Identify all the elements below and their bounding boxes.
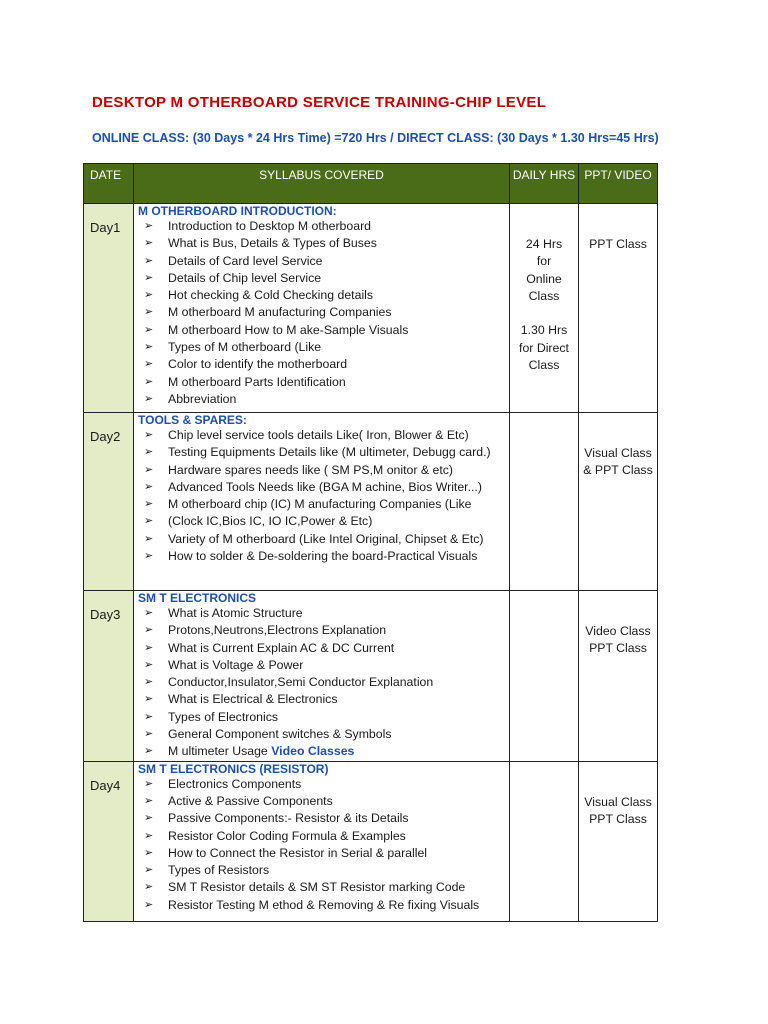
video-classes-highlight: Video Classes [271, 744, 355, 759]
online-class-value: (30 Days * 24 Hrs Time) =720 Hrs / [192, 131, 394, 145]
list-item [138, 513, 509, 530]
list-item [138, 339, 509, 356]
list-item-text: Types of Electronics [168, 709, 279, 724]
arrow-bullet-icon: ➢ [144, 323, 154, 336]
daily-hrs-cell [510, 204, 579, 413]
arrow-bullet-icon: ➢ [144, 624, 154, 637]
arrow-bullet-icon: ➢ [144, 532, 154, 545]
list-item [138, 640, 509, 657]
arrow-bullet-icon: ➢ [144, 254, 154, 267]
section-heading: SM T ELECTRONICS [138, 591, 257, 605]
syllabus-cell [134, 591, 510, 762]
list-item [138, 322, 509, 339]
arrow-bullet-icon: ➢ [144, 777, 154, 790]
list-item [138, 709, 509, 726]
list-item-text: SM T Resistor details & SM ST Resistor marking Code [168, 880, 466, 895]
hrs-line: for Direct [519, 340, 569, 355]
list-item [138, 496, 509, 513]
topic-list [138, 427, 509, 565]
list-item [138, 726, 509, 743]
list-item-text: Resistor Color Coding Formula & Examples [168, 828, 406, 843]
list-item [138, 862, 509, 879]
table-row [84, 591, 658, 762]
hrs-line: Online [526, 271, 562, 286]
list-item-text: M otherboard M anufacturing Companies [168, 305, 392, 320]
list-item-text: Chip level service tools details Like( Iron, Blower & Etc) [168, 428, 469, 442]
list-item [138, 776, 509, 793]
daily-hrs-cell [510, 591, 579, 762]
list-item [138, 391, 509, 408]
list-item-text: M otherboard How to M ake-Sample Visuals [168, 322, 409, 337]
list-item-text: Conductor,Insulator,Semi Conductor Explanation [168, 675, 434, 690]
arrow-bullet-icon: ➢ [144, 898, 154, 911]
arrow-bullet-icon: ➢ [144, 392, 154, 405]
arrow-bullet-icon: ➢ [144, 271, 154, 284]
table-row [84, 204, 658, 413]
arrow-bullet-icon: ➢ [144, 237, 154, 250]
list-item [138, 897, 509, 914]
list-item-text: Resistor Testing M ethod & Removing & Re fixing Visuals [168, 897, 480, 912]
arrow-bullet-icon: ➢ [144, 550, 154, 563]
list-item-text: Passive Components:- Resistor & its Details [168, 811, 409, 826]
list-item-text: What is Current Explain AC & DC Current [168, 640, 395, 655]
table-header-row [84, 164, 658, 204]
arrow-bullet-icon: ➢ [144, 463, 154, 476]
list-item [138, 235, 509, 252]
list-item [138, 793, 509, 810]
list-item [138, 622, 509, 639]
arrow-bullet-icon: ➢ [144, 607, 154, 619]
arrow-bullet-icon: ➢ [144, 745, 154, 758]
header-daily-hrs: DAILY HRS [510, 164, 579, 204]
day-cell: Day3 [84, 591, 134, 762]
ppt-line: PPT Class [589, 641, 647, 656]
syllabus-table [83, 163, 658, 922]
list-item [138, 374, 509, 391]
topic-list [138, 776, 509, 914]
ppt-line: PPT Class [589, 811, 647, 826]
list-item [138, 879, 509, 896]
ppt-video-cell [579, 761, 658, 921]
list-item [138, 356, 509, 373]
ppt-line: PPT Class [589, 237, 647, 251]
arrow-bullet-icon: ➢ [144, 641, 154, 654]
header-ppt-video: PPT/ VIDEO [579, 164, 658, 204]
list-item [138, 548, 509, 565]
list-item [138, 479, 509, 496]
list-item-text: Details of Chip level Service [168, 270, 322, 285]
list-item-text: Variety of M otherboard (Like Intel Original, Chipset & Etc) [168, 531, 484, 546]
syllabus-cell [134, 413, 510, 591]
list-item-text: What is Bus, Details & Types of Buses [168, 236, 377, 251]
list-item [138, 531, 509, 548]
list-item [138, 287, 509, 304]
syllabus-cell [134, 761, 510, 921]
section-heading: M OTHERBOARD INTRODUCTION: [138, 204, 337, 218]
arrow-bullet-icon: ➢ [144, 676, 154, 689]
day-cell: Day1 [84, 204, 134, 413]
list-item-text: M otherboard Parts Identification [168, 374, 346, 389]
arrow-bullet-icon: ➢ [144, 693, 154, 706]
list-item [138, 845, 509, 862]
list-item-text: Electronics Components [168, 776, 302, 791]
list-item-text: M otherboard chip (IC) M anufacturing Companies (Like [168, 497, 472, 512]
table-row [84, 761, 658, 921]
list-item [138, 444, 509, 461]
arrow-bullet-icon: ➢ [144, 358, 154, 371]
list-item-text: What is Voltage & Power [168, 657, 304, 672]
list-item-text: M ultimeter Usage [168, 744, 268, 759]
arrow-bullet-icon: ➢ [144, 429, 154, 441]
document-title: DESKTOP M OTHERBOARD SERVICE TRAINING-CHIP LEVEL [92, 94, 547, 111]
syllabus-cell [134, 204, 510, 413]
list-item-text: Introduction to Desktop M otherboard [168, 219, 372, 233]
hrs-line: Class [528, 288, 560, 303]
arrow-bullet-icon: ➢ [144, 846, 154, 859]
arrow-bullet-icon: ➢ [144, 375, 154, 388]
list-item-text: Color to identify the motherboard [168, 357, 348, 372]
list-item [138, 462, 509, 479]
arrow-bullet-icon: ➢ [144, 728, 154, 741]
list-item [138, 674, 509, 691]
day-cell: Day4 [84, 761, 134, 921]
hrs-line [510, 305, 578, 322]
header-date: DATE [84, 164, 134, 204]
list-item-text: How to solder & De-soldering the board-Practical Visuals [168, 549, 478, 564]
direct-class-value: (30 Days * 1.30 Hrs=45 Hrs) [497, 131, 659, 145]
list-item [138, 253, 509, 270]
arrow-bullet-icon: ➢ [144, 446, 154, 459]
list-item [138, 218, 509, 235]
list-item-text: Testing Equipments Details like (M ultimeter, Debugg card.) [168, 445, 491, 460]
list-item [138, 427, 509, 444]
list-item-text: Hot checking & Cold Checking details [168, 288, 374, 303]
section-heading: SM T ELECTRONICS (RESISTOR) [138, 761, 329, 776]
ppt-video-cell [579, 591, 658, 762]
list-item-text: Abbreviation [168, 391, 237, 406]
arrow-bullet-icon: ➢ [144, 710, 154, 723]
section-heading: TOOLS & SPARES: [138, 413, 247, 427]
list-item-text: Types of Resistors [168, 863, 270, 878]
list-item-text: What is Electrical & Electronics [168, 692, 338, 707]
list-item [138, 743, 509, 760]
arrow-bullet-icon: ➢ [144, 341, 154, 354]
ppt-line: & PPT Class [583, 463, 653, 478]
arrow-bullet-icon: ➢ [144, 864, 154, 877]
list-item [138, 605, 509, 622]
header-syllabus: SYLLABUS COVERED [134, 164, 510, 204]
arrow-bullet-icon: ➢ [144, 306, 154, 319]
table-row [84, 413, 658, 591]
arrow-bullet-icon: ➢ [144, 498, 154, 511]
ppt-video-cell [579, 413, 658, 591]
daily-hrs-cell [510, 413, 579, 591]
list-item [138, 657, 509, 674]
topic-list [138, 605, 509, 761]
online-class-label: ONLINE CLASS: [92, 131, 190, 145]
arrow-bullet-icon: ➢ [144, 480, 154, 493]
class-duration-line [92, 131, 659, 145]
arrow-bullet-icon: ➢ [144, 829, 154, 842]
list-item [138, 810, 509, 827]
ppt-line: Visual Class [584, 794, 652, 809]
ppt-video-cell [579, 204, 658, 413]
list-item-text: Hardware spares needs like ( SM PS,M onitor & etc) [168, 462, 453, 477]
hrs-line: 1.30 Hrs [520, 323, 568, 338]
ppt-line: Visual Class [584, 446, 652, 460]
list-item-text: Types of M otherboard (Like [168, 340, 322, 355]
arrow-bullet-icon: ➢ [144, 658, 154, 671]
arrow-bullet-icon: ➢ [144, 881, 154, 894]
hrs-line: 24 Hrs [525, 237, 563, 251]
list-item-text: Protons,Neutrons,Electrons Explanation [168, 623, 387, 638]
arrow-bullet-icon: ➢ [144, 515, 154, 528]
list-item [138, 270, 509, 287]
list-item-text: Active & Passive Components [168, 793, 333, 808]
day-cell: Day2 [84, 413, 134, 591]
list-item-text: General Component switches & Symbols [168, 727, 392, 742]
ppt-line: Video Class [585, 624, 651, 638]
list-item-text: Advanced Tools Needs like (BGA M achine, Bios Writer...) [168, 479, 482, 494]
list-item-text: What is Atomic Structure [168, 606, 303, 620]
list-item [138, 828, 509, 845]
list-item-text: How to Connect the Resistor in Serial & parallel [168, 845, 428, 860]
list-item [138, 304, 509, 321]
list-item [138, 691, 509, 708]
hrs-line: Class [528, 358, 560, 373]
hrs-line: for [536, 254, 552, 269]
topic-list [138, 218, 509, 408]
arrow-bullet-icon: ➢ [144, 812, 154, 825]
list-item-text: Details of Card level Service [168, 253, 323, 268]
direct-class-label: DIRECT CLASS: [397, 131, 494, 145]
daily-hrs-cell [510, 761, 579, 921]
arrow-bullet-icon: ➢ [144, 220, 154, 232]
list-item-text: (Clock IC,Bios IC, IO IC,Power & Etc) [168, 514, 373, 529]
arrow-bullet-icon: ➢ [144, 794, 154, 807]
arrow-bullet-icon: ➢ [144, 289, 154, 302]
